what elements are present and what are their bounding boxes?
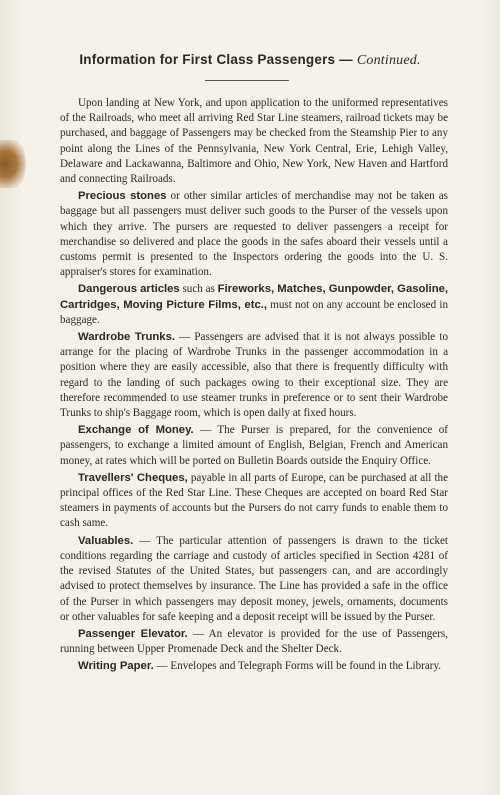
paragraph-precious-stones [60,189,448,280]
paragraph-passenger-elevator [60,627,448,657]
paragraph-valuables [60,534,448,625]
dangerous-articles-mid: such as [179,283,218,296]
travellers-cheques-heading: Travellers' Cheques, [78,471,188,484]
paper-stain [0,140,26,188]
wardrobe-trunks-text: — Passengers are advised that it is not always possible to arrange for the placing of Wardrobe Trunks in the passenger accommodation in a position where they are easily accessible, also that there is frequently difficulty with regard to the landing of such packages owing to their exceptional size. They are therefore recommended to use steamer trunks in preference or to sent their Wardrobe Trunks to ship's Baggage room, which is open daily at fixed hours. [60,331,448,420]
valuables-heading: Valuables. [78,534,134,547]
exchange-of-money-heading: Exchange of Money. [78,424,194,437]
title-dash: — [335,52,357,67]
dangerous-articles-heading: Dangerous articles [78,283,180,296]
wardrobe-trunks-heading: Wardrobe Trunks. [78,331,175,344]
passenger-elevator-heading: Passenger Elevator. [78,627,188,640]
precious-stones-heading: Precious stones [78,190,167,203]
paragraph-writing-paper [60,659,448,674]
paragraph-dangerous-articles [60,282,448,328]
writing-paper-text: — Envelopes and Telegraph Forms will be found in the Library. [153,660,442,673]
paragraph-travellers-cheques [60,471,448,532]
valuables-text: — The particular attention of passengers is drawn to the ticket conditions regarding the carriage and custody of articles specified in Section 4281 of the revised Statutes of the United States, but passengers can, and are accordingly advised to protect themselves by insurance. The Line has provided a safe in the office of the Purser in which passengers may deposit money, jewels, ornaments, documents or other valuables for safe keeping and a deposit receipt will be issued by the Purser. [60,534,448,623]
travellers-cheques-text: payable in all parts of Europe, can be purchased at all the principal offices of the Red Star Line. These Cheques are accepted on board Red Star steamers in payments of accounts but the Pursers do not carry funds to enable them to cash same. [60,471,449,530]
dangerous-articles-text: must not on any account be enclosed in baggage. [60,298,448,326]
paragraph-wardrobe-trunks [60,330,448,421]
paragraph-landing [60,96,448,187]
title-rule [205,80,289,81]
dangerous-articles-items: Fireworks, Matches, Gunpowder, Gasoline, Cartridges, Moving Picture Films, etc., [60,283,449,311]
writing-paper-heading: Writing Paper. [78,660,154,673]
precious-stones-text: or other similar articles of merchandise may not be taken as baggage but all passengers must deliver such goods to the Purser of the vessels upon which they arrive. The pursers are requested to deliver passengers a receipt for merchandise so delivered and place the goods in the safes aboard their vessels until a customs permit is presented to the Inspectors ordering the goods into the U. S. appraiser's stores for examination. [60,190,448,279]
paragraph-exchange-of-money [60,423,448,469]
passenger-elevator-text: — An elevator is provided for the use of Passengers, running between Upper Promenade Deck and the Shelter Deck. [60,627,448,656]
landing-text: Upon landing at New York, and upon application to the uniformed representatives of the Railroads, who meet all arriving Red Star Line steamers, railroad tickets may be purchased, and baggage of Passengers may be checked from the Steamship Pier to any point along the Lines of the Pennsylvania, New York Central, Erie, Lehigh Valley, Delaware and Lackawanna, Baltimore and Ohio, New York, New Haven and Hartford and connecting Railroads. [60,97,448,186]
exchange-of-money-text: — The Purser is prepared, for the convenience of passengers, to exchange a limited amount of English, Belgian, French and American money, at rates which will be ported on Bulletin Boards outside the Enquiry Office. [60,424,448,467]
title-continued: Continued. [356,53,421,68]
page-title [0,52,500,69]
document-body [60,96,448,677]
title-text: Information for First Class Passengers [79,52,336,67]
